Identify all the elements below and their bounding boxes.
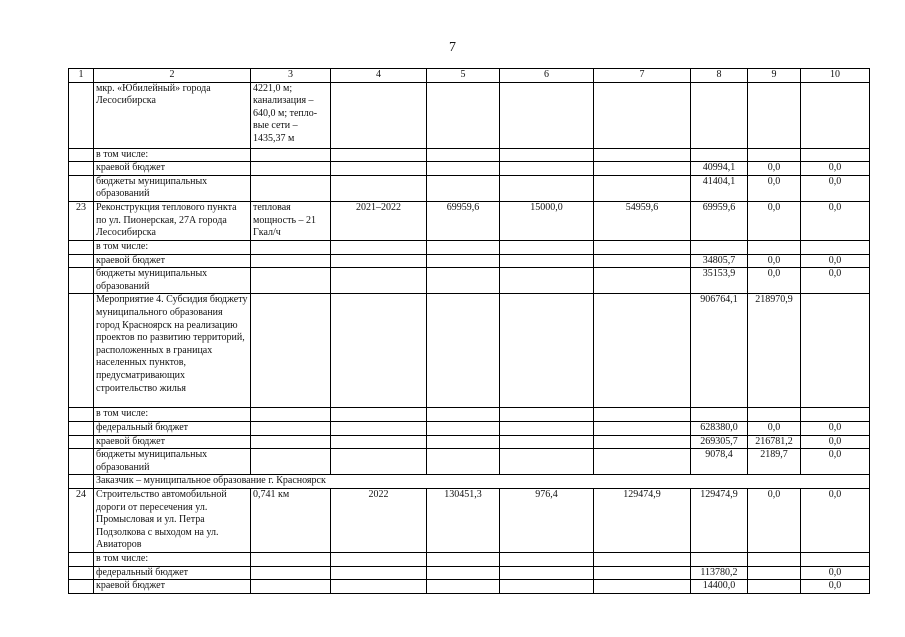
table-cell [331, 435, 427, 449]
table-cell: 4221,0 м; канализация – 640,0 м; тепло-вые сети – 1435,37 м [251, 82, 331, 148]
column-header: 2 [94, 69, 251, 83]
table-cell: 54959,6 [594, 201, 691, 240]
table-cell: Строительство автомобильной дороги от пересечения ул. Промысловая и ул. Петра Подзолкова с выходом на ул. Авиаторов [94, 488, 251, 552]
table-cell [69, 268, 94, 294]
table-cell: 24 [69, 488, 94, 552]
table-cell [748, 148, 801, 162]
table-cell: бюджеты муниципальных образований [94, 268, 251, 294]
table-cell [500, 148, 594, 162]
table-cell [69, 435, 94, 449]
table-cell [427, 254, 500, 268]
table-cell [691, 552, 748, 566]
table-cell: 0,0 [801, 488, 870, 552]
table-cell [691, 240, 748, 254]
table-cell [427, 566, 500, 580]
table-cell: 269305,7 [691, 435, 748, 449]
table-cell [331, 240, 427, 254]
table-cell [801, 552, 870, 566]
table-cell [594, 268, 691, 294]
table-cell: 0,0 [748, 162, 801, 176]
table-cell [331, 175, 427, 201]
table-cell: 9078,4 [691, 449, 748, 475]
table-cell [251, 580, 331, 594]
table-cell [251, 162, 331, 176]
table-cell: федеральный бюджет [94, 421, 251, 435]
table-cell: 14400,0 [691, 580, 748, 594]
table-cell [331, 580, 427, 594]
table-cell: бюджеты муниципальных образований [94, 175, 251, 201]
table-row [69, 254, 870, 268]
table-cell: 2022 [331, 488, 427, 552]
column-header: 1 [69, 69, 94, 83]
table-row [69, 162, 870, 176]
table-cell [251, 552, 331, 566]
table-cell [69, 162, 94, 176]
column-header: 9 [748, 69, 801, 83]
table-cell [427, 449, 500, 475]
table-cell: 113780,2 [691, 566, 748, 580]
table-cell: 0,0 [801, 449, 870, 475]
table-cell [594, 82, 691, 148]
table-cell: 35153,9 [691, 268, 748, 294]
table-cell [69, 240, 94, 254]
table-cell: 0,0 [801, 254, 870, 268]
table-cell: краевой бюджет [94, 580, 251, 594]
table-cell [500, 240, 594, 254]
table-cell: Мероприятие 4. Субсидия бюджету муниципального образования город Красноярск на реализацию проектов по развитию территорий, расположенных в границах населенных пунктов, предусматривающих строительство жилья [94, 294, 251, 408]
table-cell: 69959,6 [427, 201, 500, 240]
table-cell: 2189,7 [748, 449, 801, 475]
table-cell: мкр. «Юбилейный» города Лесосибирска [94, 82, 251, 148]
table-row [69, 488, 870, 552]
table-cell [594, 449, 691, 475]
table-cell [427, 240, 500, 254]
table-cell [748, 552, 801, 566]
table-cell [500, 421, 594, 435]
table-cell [801, 240, 870, 254]
table-cell [427, 408, 500, 422]
customer-heading: Заказчик – муниципальное образование г. Красноярск [94, 475, 870, 489]
table-cell [427, 294, 500, 408]
budget-table [68, 68, 870, 594]
table-cell: в том числе: [94, 408, 251, 422]
table-cell [69, 408, 94, 422]
table-row [69, 148, 870, 162]
table-cell: 0,0 [748, 421, 801, 435]
table-cell: краевой бюджет [94, 162, 251, 176]
table-cell [251, 566, 331, 580]
table-cell [427, 552, 500, 566]
table-row [69, 268, 870, 294]
table-cell [748, 566, 801, 580]
table-cell: бюджеты муниципальных образований [94, 449, 251, 475]
table-cell: краевой бюджет [94, 435, 251, 449]
table-cell [691, 148, 748, 162]
table-row [69, 240, 870, 254]
table-cell: 0,0 [801, 175, 870, 201]
table-cell [594, 294, 691, 408]
table-cell [801, 82, 870, 148]
table-cell: 0,0 [748, 175, 801, 201]
table-cell: в том числе: [94, 148, 251, 162]
table-cell [500, 552, 594, 566]
table-cell: 0,0 [801, 162, 870, 176]
table-cell [594, 580, 691, 594]
table-cell [427, 268, 500, 294]
table-row [69, 408, 870, 422]
table-cell [69, 82, 94, 148]
table-cell [251, 294, 331, 408]
table-cell: 218970,9 [748, 294, 801, 408]
table-cell: в том числе: [94, 240, 251, 254]
table-cell [500, 294, 594, 408]
table-row [69, 294, 870, 408]
table-cell: 628380,0 [691, 421, 748, 435]
table-cell [801, 148, 870, 162]
table-cell [500, 408, 594, 422]
table-cell [500, 254, 594, 268]
table-cell [691, 82, 748, 148]
column-header: 7 [594, 69, 691, 83]
table-cell: 15000,0 [500, 201, 594, 240]
page-number: 7 [449, 40, 456, 55]
table-cell: 906764,1 [691, 294, 748, 408]
table-row [69, 421, 870, 435]
column-header: 4 [331, 69, 427, 83]
table-cell [69, 254, 94, 268]
table-cell [331, 421, 427, 435]
table-cell [427, 435, 500, 449]
table-row [69, 449, 870, 475]
table-cell [594, 566, 691, 580]
column-header: 5 [427, 69, 500, 83]
table-cell [251, 240, 331, 254]
table-cell [500, 82, 594, 148]
table-cell [69, 580, 94, 594]
column-header: 8 [691, 69, 748, 83]
table-cell [500, 162, 594, 176]
table-cell [69, 421, 94, 435]
table-cell: 41404,1 [691, 175, 748, 201]
table-cell [251, 148, 331, 162]
table-row [69, 201, 870, 240]
table-row [69, 580, 870, 594]
table-cell: 0,0 [748, 488, 801, 552]
table-cell [251, 408, 331, 422]
table-cell: 23 [69, 201, 94, 240]
table-cell [427, 580, 500, 594]
table-cell [594, 552, 691, 566]
table-cell: 0,0 [801, 566, 870, 580]
table-cell [69, 294, 94, 408]
table-cell: 0,0 [801, 421, 870, 435]
table-cell [251, 435, 331, 449]
table-cell [331, 566, 427, 580]
table-row [69, 552, 870, 566]
table-cell: 0,0 [801, 435, 870, 449]
column-header: 10 [801, 69, 870, 83]
table-cell [251, 449, 331, 475]
table-cell [427, 421, 500, 435]
table-cell [331, 294, 427, 408]
table-cell: 976,4 [500, 488, 594, 552]
table-cell: краевой бюджет [94, 254, 251, 268]
column-header: 6 [500, 69, 594, 83]
table-cell [801, 408, 870, 422]
table-cell [594, 240, 691, 254]
table-cell [594, 421, 691, 435]
table-cell: 0,0 [801, 201, 870, 240]
table-cell: 2021–2022 [331, 201, 427, 240]
table-cell: в том числе: [94, 552, 251, 566]
table-cell [748, 408, 801, 422]
table-row [69, 566, 870, 580]
table-cell [331, 82, 427, 148]
table-cell [69, 175, 94, 201]
table-cell: федеральный бюджет [94, 566, 251, 580]
table-cell [594, 175, 691, 201]
table-cell: 0,0 [748, 268, 801, 294]
table-cell [500, 435, 594, 449]
table-row [69, 475, 870, 489]
table-cell [251, 421, 331, 435]
table-cell [69, 475, 94, 489]
table-cell [331, 148, 427, 162]
column-header: 3 [251, 69, 331, 83]
table-cell [500, 268, 594, 294]
table-cell [331, 254, 427, 268]
table-cell [748, 580, 801, 594]
table-row [69, 175, 870, 201]
table-cell [69, 148, 94, 162]
table-cell: 0,741 км [251, 488, 331, 552]
table-cell [427, 82, 500, 148]
table-header-row [69, 69, 870, 83]
table-cell [748, 240, 801, 254]
table-cell [251, 254, 331, 268]
table-cell [500, 175, 594, 201]
table-row [69, 435, 870, 449]
table-cell [594, 162, 691, 176]
table-cell [427, 175, 500, 201]
table-row [69, 82, 870, 148]
table-cell [748, 82, 801, 148]
table-cell [594, 435, 691, 449]
table-cell [69, 566, 94, 580]
table-cell [251, 175, 331, 201]
table-cell: 216781,2 [748, 435, 801, 449]
table-cell: 129474,9 [594, 488, 691, 552]
table-cell [69, 449, 94, 475]
table-cell: 0,0 [801, 268, 870, 294]
table-cell: 0,0 [748, 254, 801, 268]
table-cell [331, 449, 427, 475]
table-cell: 0,0 [748, 201, 801, 240]
table-cell: тепловая мощность – 21 Гкал/ч [251, 201, 331, 240]
table-cell: Реконструкция теплового пункта по ул. Пионерская, 27А города Лесосибирска [94, 201, 251, 240]
table-cell: 0,0 [801, 580, 870, 594]
table-cell [331, 408, 427, 422]
table-cell [500, 449, 594, 475]
table-cell: 34805,7 [691, 254, 748, 268]
table-cell: 130451,3 [427, 488, 500, 552]
table-cell [331, 552, 427, 566]
table-cell [500, 566, 594, 580]
table-cell [331, 268, 427, 294]
table-cell [691, 408, 748, 422]
table-cell [331, 162, 427, 176]
table-cell: 129474,9 [691, 488, 748, 552]
table-cell: 40994,1 [691, 162, 748, 176]
table-cell [69, 552, 94, 566]
table-cell [594, 408, 691, 422]
table-cell [427, 148, 500, 162]
table-cell [427, 162, 500, 176]
table-cell: 69959,6 [691, 201, 748, 240]
table-cell [251, 268, 331, 294]
table-cell [594, 254, 691, 268]
table-cell [500, 580, 594, 594]
table-cell [594, 148, 691, 162]
table-cell [801, 294, 870, 408]
